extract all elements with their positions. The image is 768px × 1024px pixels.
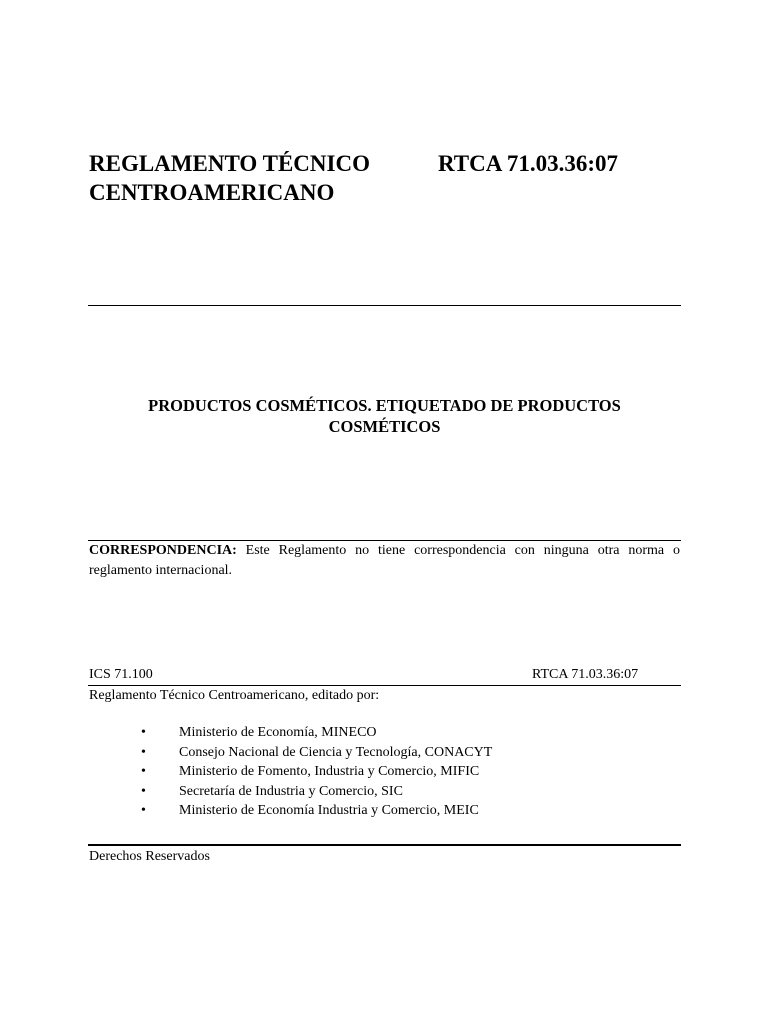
- bullet-icon: •: [141, 744, 146, 760]
- list-item: [141, 801, 492, 821]
- bullet-icon: •: [141, 764, 146, 779]
- subject-line-1: PRODUCTOS COSMÉTICOS. ETIQUETADO DE PRODUCTOS: [148, 396, 621, 415]
- header-divider: [88, 305, 681, 306]
- bullet-icon: •: [141, 725, 146, 740]
- footer-document-code: RTCA 71.03.36:07: [532, 667, 639, 682]
- bullet-icon: •: [141, 783, 146, 799]
- list-item: [141, 762, 492, 782]
- document-title: [89, 149, 409, 207]
- title-line-2: CENTROAMERICANO: [89, 180, 335, 205]
- editor-name: Ministerio de Economía, MINECO: [179, 725, 377, 740]
- footer-divider: [88, 685, 681, 686]
- bullet-icon: •: [141, 803, 146, 818]
- correspondence-paragraph: [89, 541, 680, 581]
- rights-notice: Derechos Reservados: [89, 849, 210, 864]
- subject-line-2: COSMÉTICOS: [328, 417, 441, 436]
- editor-name: Secretaría de Industria y Comercio, SIC: [179, 783, 403, 799]
- list-item: [141, 782, 492, 802]
- title-line-1: REGLAMENTO TÉCNICO: [89, 151, 370, 176]
- editors-list: [141, 723, 492, 821]
- rights-divider: [88, 844, 681, 846]
- edited-by-text: Reglamento Técnico Centroamericano, editado por:: [89, 688, 380, 703]
- correspondence-text: Este Reglamento no tiene correspondencia con ninguna otra norma o reglamento internacional.: [89, 543, 680, 578]
- ics-code: ICS 71.100: [89, 667, 153, 682]
- document-code: RTCA 71.03.36:07: [438, 151, 619, 176]
- editor-name: Ministerio de Economía Industria y Comercio, MEIC: [179, 803, 479, 818]
- list-item: [141, 743, 492, 763]
- document-subject: [88, 395, 681, 437]
- editor-name: Consejo Nacional de Ciencia y Tecnología, CONACYT: [179, 744, 493, 760]
- editor-name: Ministerio de Fomento, Industria y Comercio, MIFIC: [179, 764, 480, 779]
- correspondence-label: CORRESPONDENCIA:: [89, 543, 237, 558]
- list-item: [141, 723, 492, 743]
